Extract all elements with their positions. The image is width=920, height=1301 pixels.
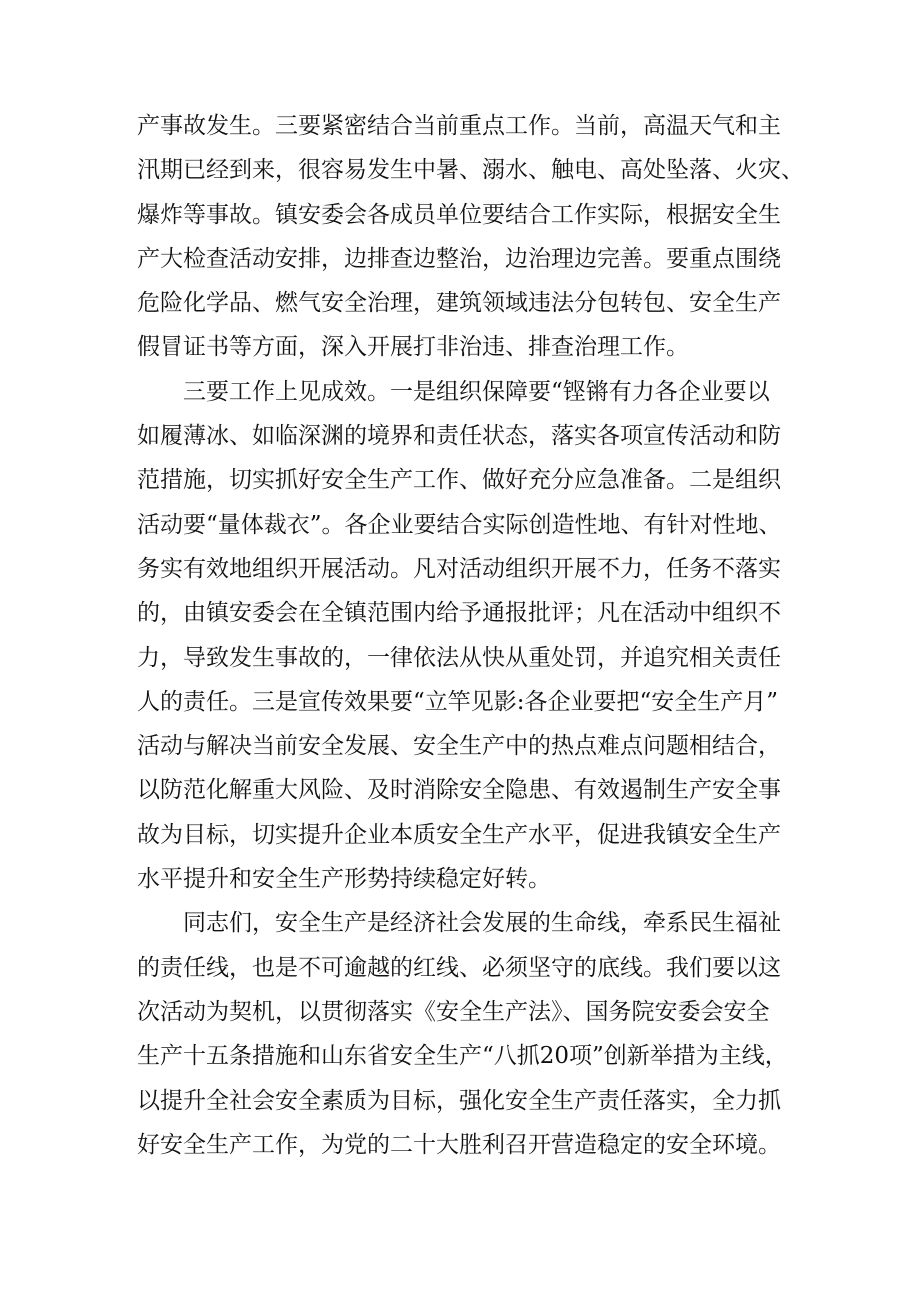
text-line: 好安全生产工作，为党的二十大胜利召开营造稳定的安全环境。 xyxy=(137,1131,781,1158)
text-line: 力，导致发生事故的，一律依法从快从重处罚，并追究相关责任 xyxy=(137,644,781,671)
text-line: 活动与解决当前安全发展、安全生产中的热点难点问题相结合， xyxy=(137,733,781,760)
document-body xyxy=(137,104,804,1167)
text-line: 次活动为契机，以贯彻落实《安全生产法》、国务院安委会安全 xyxy=(137,998,770,1025)
text-line: 人的责任。三是宣传效果要“立竿见影:各企业要把“安全生产月” xyxy=(137,688,779,715)
text-line: 生产十五条措施和山东省安全生产“八抓20项”创新举措为主线， xyxy=(137,1043,788,1070)
text-line: 如履薄冰、如临深渊的境界和责任状态，落实各项宣传活动和防 xyxy=(137,423,781,450)
text-line: 活动要“量体裁衣”。各企业要结合实际创造性地、有针对性地、 xyxy=(137,511,782,538)
text-line: 同志们，安全生产是经济社会发展的生命线，牵系民生福祉 xyxy=(183,910,781,937)
text-line: 危险化学品、燃气安全治理，建筑领域违法分包转包、安全生产 xyxy=(137,290,781,317)
paragraph-1 xyxy=(137,104,804,370)
paragraph-2 xyxy=(137,370,797,902)
text-line: 范措施，切实抓好安全生产工作、做好充分应急准备。二是组织 xyxy=(137,467,781,494)
text-line: 故为目标，切实提升企业本质安全生产水平，促进我镇安全生产 xyxy=(137,821,781,848)
text-line: 汛期已经到来，很容易发生中暑、溺水、触电、高处坠落、火灾、 xyxy=(137,157,804,184)
text-line: 产大检查活动安排，边排查边整治，边治理边完善。要重点围绕 xyxy=(137,245,781,272)
text-line: 假冒证书等方面，深入开展打非治违、排查治理工作。 xyxy=(137,334,689,361)
text-line: 爆炸等事故。镇安委会各成员单位要结合工作实际，根据安全生 xyxy=(137,201,781,228)
text-line: 以防范化解重大风险、及时消除安全隐患、有效遏制生产安全事 xyxy=(137,777,781,804)
paragraph-3 xyxy=(137,901,797,1167)
text-line: 的责任线，也是不可逾越的红线、必须坚守的底线。我们要以这 xyxy=(137,954,781,981)
text-line: 以提升全社会安全素质为目标，强化安全生产责任落实，全力抓 xyxy=(137,1087,781,1114)
text-line: 务实有效地组织开展活动。凡对活动组织开展不力，任务不落实 xyxy=(137,555,781,582)
text-line: 三要工作上见成效。一是组织保障要“铿锵有力各企业要以 xyxy=(183,378,770,405)
text-line: 产事故发生。三要紧密结合当前重点工作。当前，高温天气和主 xyxy=(137,113,781,139)
text-line: 的，由镇安委会在全镇范围内给予通报批评；凡在活动中组织不 xyxy=(137,600,781,627)
text-line: 水平提升和安全生产形势持续稳定好转。 xyxy=(137,866,551,893)
